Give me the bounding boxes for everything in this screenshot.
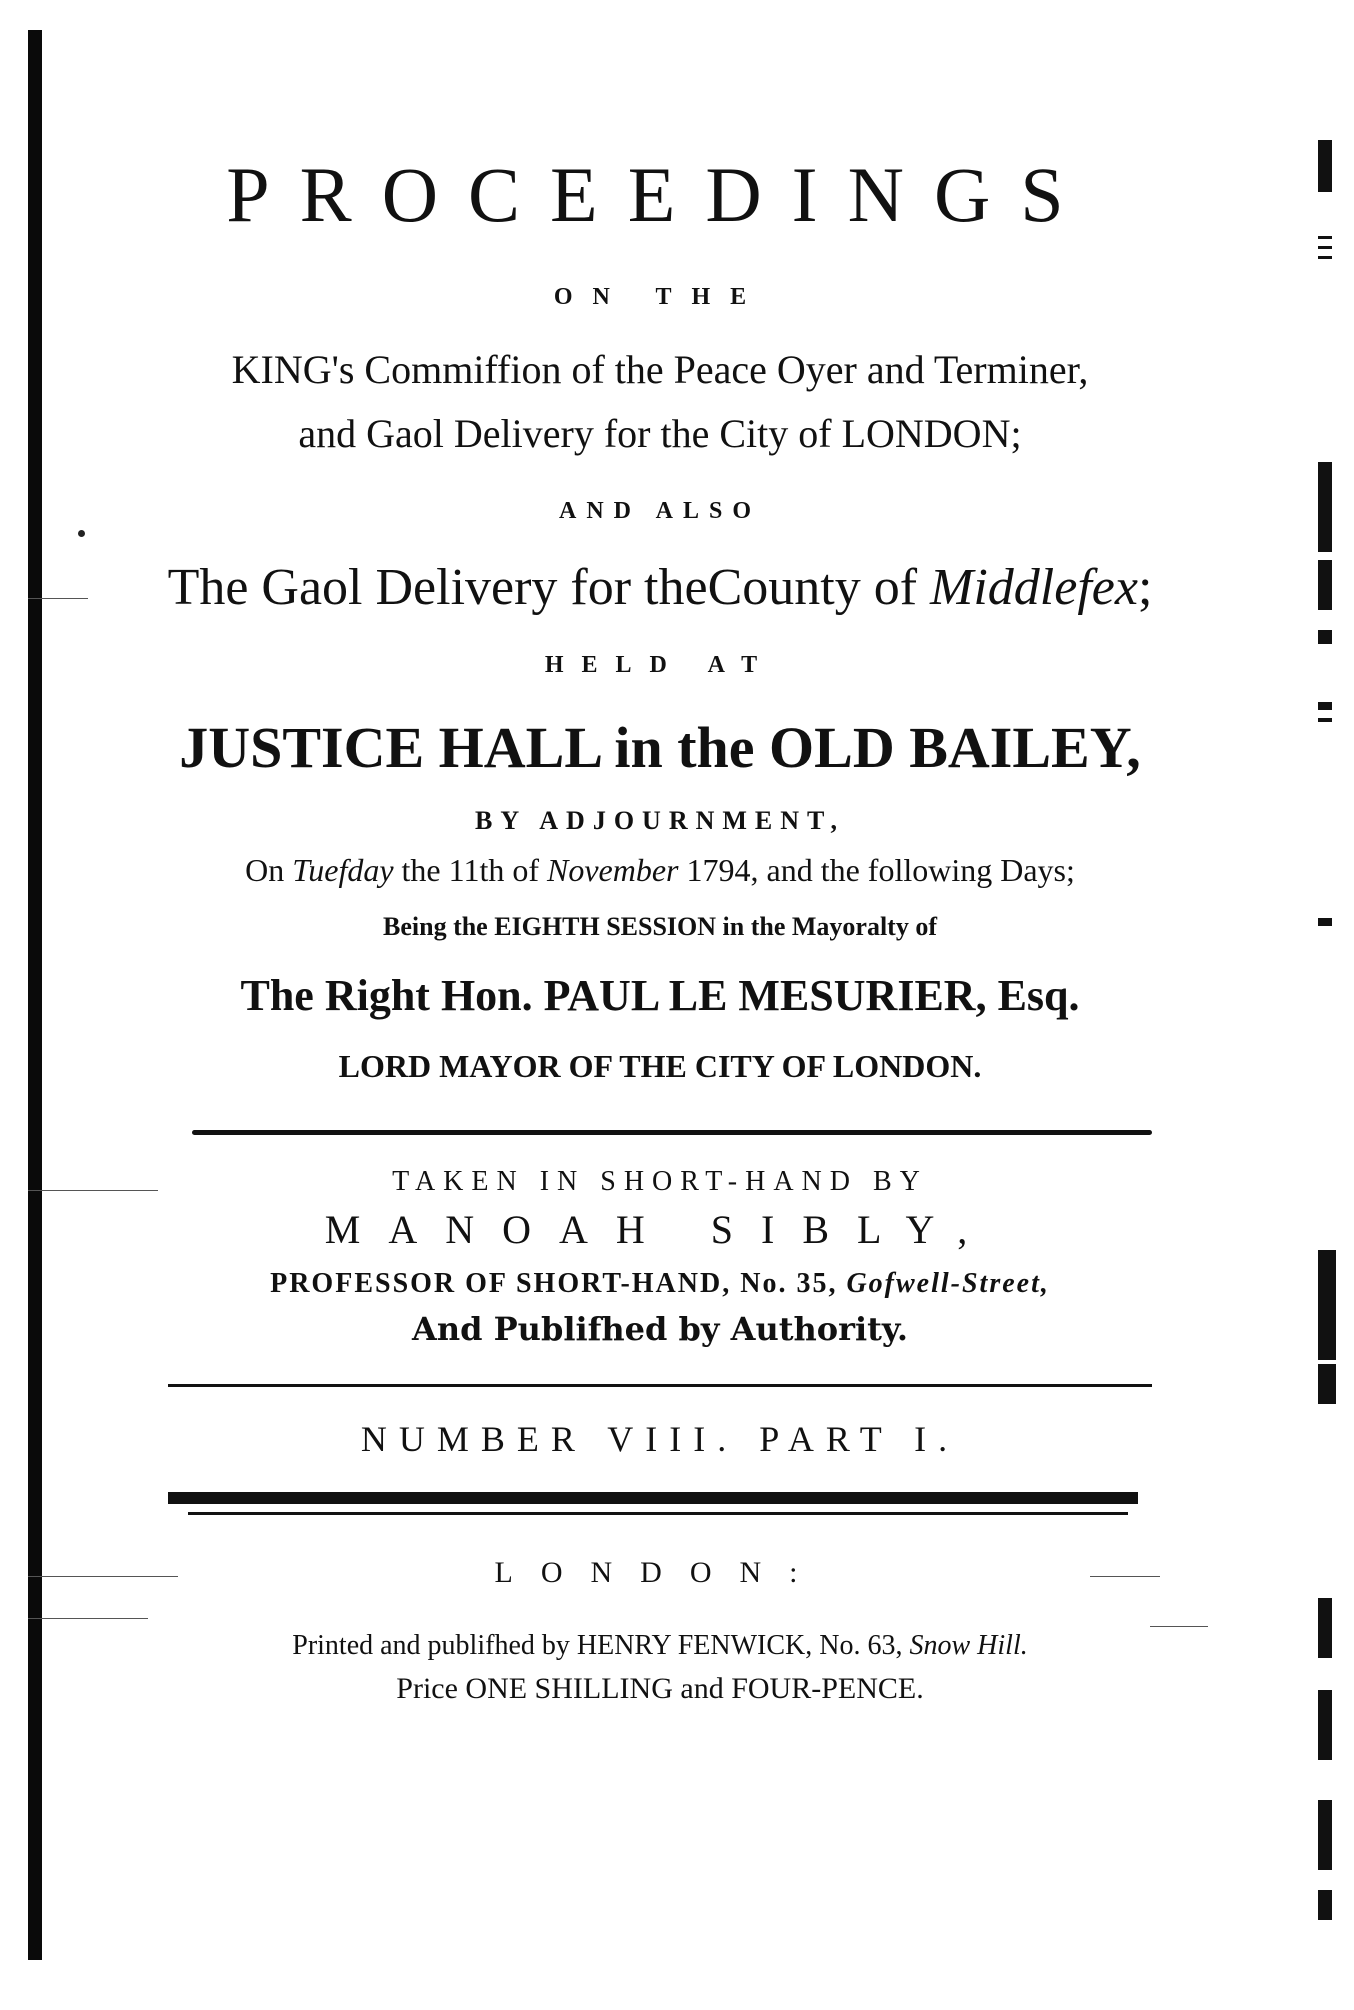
margin-line: [28, 598, 88, 599]
edge-mark: [1318, 256, 1332, 259]
divider-rule-1: [192, 1130, 1152, 1135]
edge-mark: [1318, 236, 1332, 239]
margin-line: [28, 1576, 178, 1577]
justice-hall-line: JUSTICE HALL in the OLD BAILEY,: [179, 715, 1141, 780]
printed-line: [150, 1630, 1170, 1662]
number-line: NUMBER VIII. PART I.: [360, 1419, 960, 1459]
county-name: Middlefex: [930, 559, 1138, 616]
edge-mark: [1318, 462, 1332, 552]
mayor-name-line: The Right Hon. PAUL LE MESURIER, Esq.: [240, 971, 1080, 1020]
edge-mark: [1318, 1690, 1332, 1760]
title: PROCEEDINGS: [226, 151, 1094, 238]
county-prefix: The Gaol Delivery for theCounty of: [167, 559, 931, 616]
on-the-line: ON THE: [553, 284, 767, 310]
edge-mark: [1318, 702, 1332, 710]
margin-line: [28, 1618, 148, 1619]
date-line: [150, 852, 1170, 889]
printed-street: Snow Hill.: [909, 1630, 1028, 1661]
edge-mark: [1318, 140, 1332, 192]
edge-mark: [1318, 718, 1332, 722]
edge-mark: [1318, 560, 1332, 610]
edge-mark: [1318, 246, 1332, 249]
edge-mark: [1318, 1800, 1332, 1870]
lord-mayor-line: LORD MAYOR OF THE CITY OF LONDON.: [338, 1048, 982, 1084]
professor-prefix: PROFESSOR OF SHORT-HAND, No. 35,: [270, 1268, 847, 1299]
margin-line: [1150, 1626, 1208, 1627]
divider-rule-3-thick: [168, 1492, 1138, 1504]
adjournment-line: BY ADJOURNMENT,: [475, 806, 845, 835]
date-on: On: [245, 852, 293, 888]
held-at-line: HELD AT: [544, 652, 776, 678]
reporter-line: MANOAH SIBLY,: [324, 1207, 996, 1252]
edge-mark: [1318, 1364, 1336, 1404]
speck: [78, 530, 85, 537]
commission-line: KING's Commiffion of the Peace Oyer and Terminer,: [231, 347, 1089, 392]
divider-rule-2: [168, 1384, 1152, 1387]
edge-mark: [1318, 1890, 1332, 1920]
session-line: Being the EIGHTH SESSION in the Mayoralty of: [383, 912, 937, 941]
published-line: And Publifhed by Authority.: [412, 1310, 908, 1348]
date-mid: the 11th of: [393, 852, 547, 888]
gaol-delivery-line: and Gaol Delivery for the City of LONDON;: [298, 411, 1022, 456]
london-line: LONDON:: [494, 1556, 826, 1589]
edge-mark: [1318, 630, 1332, 644]
county-line: [150, 558, 1170, 617]
edge-mark: [1318, 1598, 1332, 1658]
margin-line: [1090, 1576, 1160, 1577]
edge-mark: [1318, 1250, 1336, 1360]
and-also-line: AND ALSO: [558, 498, 762, 524]
date-month: November: [546, 852, 679, 888]
county-suffix: ;: [1137, 559, 1153, 616]
edge-mark: [1318, 918, 1332, 926]
margin-line: [28, 1190, 158, 1191]
date-end: 1794, and the following Days;: [678, 852, 1075, 888]
divider-rule-3-thin: [188, 1512, 1128, 1515]
taken-line: TAKEN IN SHORT-HAND BY: [392, 1166, 928, 1197]
printed-prefix: Printed and publifhed by HENRY FENWICK, No. 63,: [292, 1630, 910, 1661]
price-line: Price ONE SHILLING and FOUR-PENCE.: [396, 1672, 924, 1705]
professor-line: [150, 1268, 1170, 1300]
date-day: Tuefday: [292, 852, 394, 888]
scan-edge-bar: [28, 30, 42, 1960]
professor-street: Gofwell-Street,: [846, 1268, 1050, 1299]
